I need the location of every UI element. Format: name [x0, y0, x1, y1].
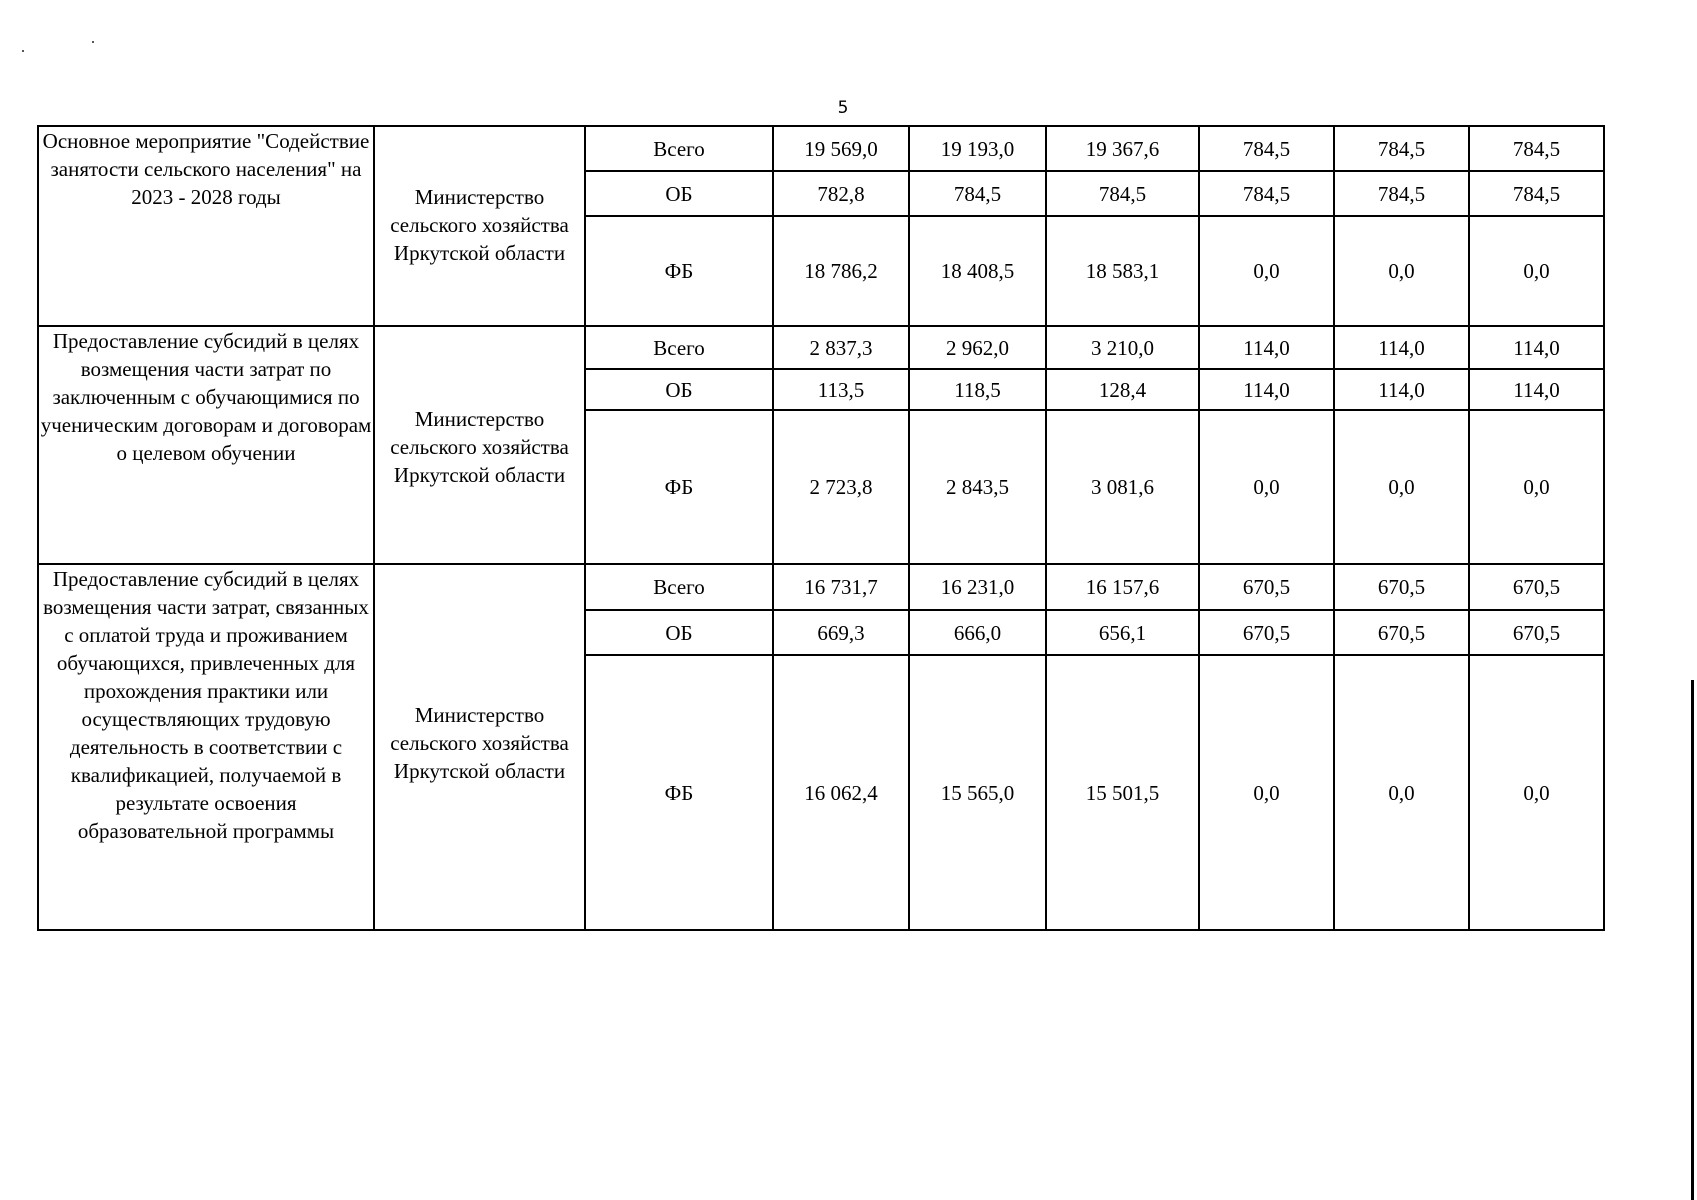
value-cell: 0,0 [1334, 655, 1469, 930]
funding-source: ОБ [585, 369, 773, 410]
value-cell: 0,0 [1469, 410, 1604, 564]
value-cell: 18 786,2 [773, 216, 909, 326]
scan-artifact [22, 50, 24, 52]
value-cell: 656,1 [1046, 610, 1199, 655]
funding-source: Всего [585, 126, 773, 171]
value-cell: 670,5 [1334, 564, 1469, 610]
value-cell: 784,5 [1199, 171, 1334, 216]
value-cell: 16 157,6 [1046, 564, 1199, 610]
value-cell: 15 501,5 [1046, 655, 1199, 930]
value-cell: 0,0 [1334, 410, 1469, 564]
value-cell: 0,0 [1199, 410, 1334, 564]
value-cell: 19 569,0 [773, 126, 909, 171]
value-cell: 669,3 [773, 610, 909, 655]
measure-description: Основное мероприятие "Содействие занятости сельского населения" на 2023 - 2028 годы [38, 126, 374, 326]
funding-source: Всего [585, 564, 773, 610]
funding-source: ФБ [585, 410, 773, 564]
value-cell: 3 081,6 [1046, 410, 1199, 564]
value-cell: 670,5 [1199, 564, 1334, 610]
value-cell: 784,5 [1469, 171, 1604, 216]
value-cell: 784,5 [1199, 126, 1334, 171]
table-row [38, 564, 1604, 610]
value-cell: 670,5 [1469, 610, 1604, 655]
scan-artifact [92, 41, 94, 43]
value-cell: 16 731,7 [773, 564, 909, 610]
value-cell: 0,0 [1334, 216, 1469, 326]
value-cell: 784,5 [1334, 171, 1469, 216]
value-cell: 19 193,0 [909, 126, 1046, 171]
value-cell: 16 231,0 [909, 564, 1046, 610]
value-cell: 784,5 [1046, 171, 1199, 216]
value-cell: 114,0 [1334, 326, 1469, 369]
funding-table [37, 125, 1605, 931]
funding-source: ОБ [585, 171, 773, 216]
value-cell: 18 408,5 [909, 216, 1046, 326]
value-cell: 0,0 [1469, 216, 1604, 326]
value-cell: 0,0 [1199, 216, 1334, 326]
value-cell: 782,8 [773, 171, 909, 216]
table-row [38, 126, 1604, 171]
responsible-organization: Министерство сельского хозяйства Иркутской области [374, 564, 585, 930]
value-cell: 666,0 [909, 610, 1046, 655]
value-cell: 784,5 [1334, 126, 1469, 171]
value-cell: 2 843,5 [909, 410, 1046, 564]
scan-edge-shadow [1691, 680, 1694, 1200]
value-cell: 118,5 [909, 369, 1046, 410]
table-row [38, 326, 1604, 369]
responsible-organization: Министерство сельского хозяйства Иркутской области [374, 326, 585, 564]
value-cell: 114,0 [1469, 369, 1604, 410]
value-cell: 15 565,0 [909, 655, 1046, 930]
funding-source: Всего [585, 326, 773, 369]
value-cell: 2 837,3 [773, 326, 909, 369]
value-cell: 0,0 [1199, 655, 1334, 930]
page-number: 5 [837, 98, 849, 118]
value-cell: 670,5 [1199, 610, 1334, 655]
value-cell: 670,5 [1334, 610, 1469, 655]
measure-description: Предоставление субсидий в целях возмещения части затрат по заключенным с обучающимися по ученическим договорам и договорам о целевом обучении [38, 326, 374, 564]
value-cell: 19 367,6 [1046, 126, 1199, 171]
value-cell: 128,4 [1046, 369, 1199, 410]
responsible-organization: Министерство сельского хозяйства Иркутской области [374, 126, 585, 326]
value-cell: 114,0 [1469, 326, 1604, 369]
funding-source: ФБ [585, 216, 773, 326]
value-cell: 2 962,0 [909, 326, 1046, 369]
value-cell: 114,0 [1334, 369, 1469, 410]
value-cell: 114,0 [1199, 369, 1334, 410]
funding-source: ОБ [585, 610, 773, 655]
value-cell: 18 583,1 [1046, 216, 1199, 326]
measure-description: Предоставление субсидий в целях возмещения части затрат, связанных с оплатой труда и проживанием обучающихся, привлеченных для прохождения практики или осуществляющих трудовую деятельность в соответствии с квалификацией, получаемой в результате освоения образовательной программы [38, 564, 374, 930]
value-cell: 784,5 [909, 171, 1046, 216]
value-cell: 670,5 [1469, 564, 1604, 610]
funding-source: ФБ [585, 655, 773, 930]
value-cell: 113,5 [773, 369, 909, 410]
value-cell: 0,0 [1469, 655, 1604, 930]
value-cell: 3 210,0 [1046, 326, 1199, 369]
value-cell: 114,0 [1199, 326, 1334, 369]
value-cell: 16 062,4 [773, 655, 909, 930]
value-cell: 2 723,8 [773, 410, 909, 564]
value-cell: 784,5 [1469, 126, 1604, 171]
